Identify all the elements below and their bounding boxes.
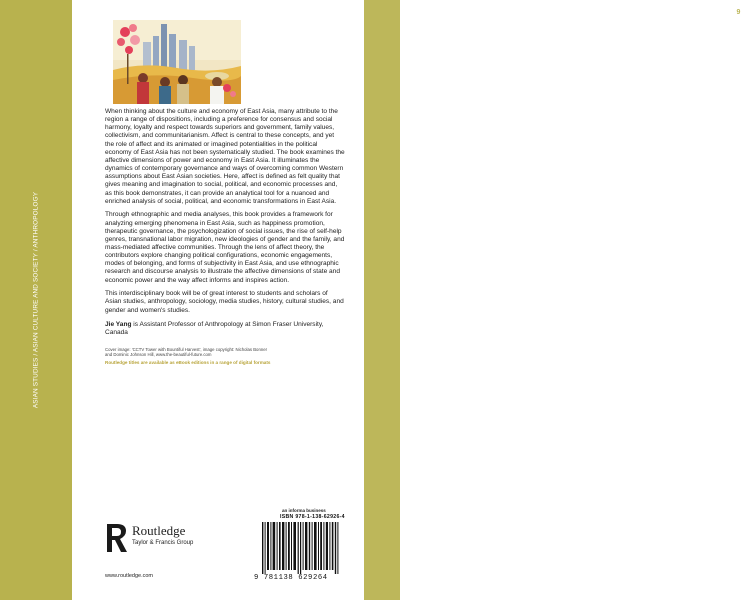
publisher-logo	[104, 522, 224, 556]
publisher-name: Routledge	[132, 523, 186, 538]
publisher-website: www.routledge.com	[105, 573, 153, 579]
series-band	[364, 0, 747, 600]
author-description: is Assistant Professor of Anthropology at Simon Fraser University, Canada	[105, 320, 324, 336]
subject-category: ASIAN STUDIES / ASIAN CULTURE AND SOCIETY / ANTHROPOLOGY	[32, 191, 40, 409]
publisher-group: Taylor & Francis Group	[132, 540, 194, 546]
cover-credit-line-2: and Dominic Johnson Hill, www.the-beautiful-future.com	[105, 352, 212, 358]
isbn-label: ISBN 978-1-138-62926-4	[280, 514, 345, 520]
ebook-note: Routledge titles are available as eBook editions in a range of digital formats	[105, 359, 271, 365]
series-title: Asia's Transformations	[738, 22, 747, 111]
blurb-paragraph-1: When thinking about the culture and economy of East Asia, many attribute to the region a range of dispositions, including a preference for consensus and social harmony, loyalty and respect towards superiors and government, family values, collectivism, and communitarianism. Affect is central to these concepts, and yet the role of affect and its animated or imagined potentialities in the political economy of East Asia has not been systematically studied. The book examines the affective dimensions of power and economy in East Asia. It illuminates the dynamics of contemporary governance and ways of overcoming common Western assumptions about East Asian societies. Here, affect is defined as felt quality that gives meaning and imagination to social, political, and economic processes and, as this book demonstrates, it can provide an analytical tool for a nuanced and enriched analysis of social, political, and economic transformations in East Asia.	[105, 108, 345, 205]
barcode-icon	[254, 522, 350, 574]
author-bio	[105, 321, 345, 337]
spine-band	[0, 0, 72, 600]
informa-tagline: an informa business	[282, 508, 326, 513]
isbn-digits: 9 781138 629264	[254, 574, 328, 582]
author-name: Jie Yang	[105, 320, 132, 328]
blurb-paragraph-3: This interdisciplinary book will be of great interest to students and scholars of Asian studies, anthropology, sociology, media studies, history, cultural studies, and gender and women's studies.	[105, 290, 344, 314]
blurb	[105, 108, 345, 365]
isbn-barcode	[254, 514, 350, 586]
cover-artwork	[113, 20, 241, 104]
series-number-badge: 9	[734, 8, 743, 17]
blurb-paragraph-2: Through ethnographic and media analyses, this book provides a framework for analyzing emerging phenomena in East Asia, such as happiness promotion, therapeutic governance, the psychologization of social issues, the rise of self-help genres, transnational labor migration, new ideologies of gender and the family, and mass-mediated affective communities. Through the lens of affect theory, the contributors explore changing political configurations, economic engagements, modes of belonging, and forms of subjectivity in East Asia, and use ethnographic research and discourse analysis to illustrate the affective dimensions of state and economic power and the way affect informs and inspires action.	[105, 211, 345, 284]
cover-credit-line-1: Cover image: 'CCTV Tower with Bountiful Harvest', image copyright: Nicholas Bonner	[105, 347, 268, 353]
routledge-r-icon	[104, 522, 128, 554]
